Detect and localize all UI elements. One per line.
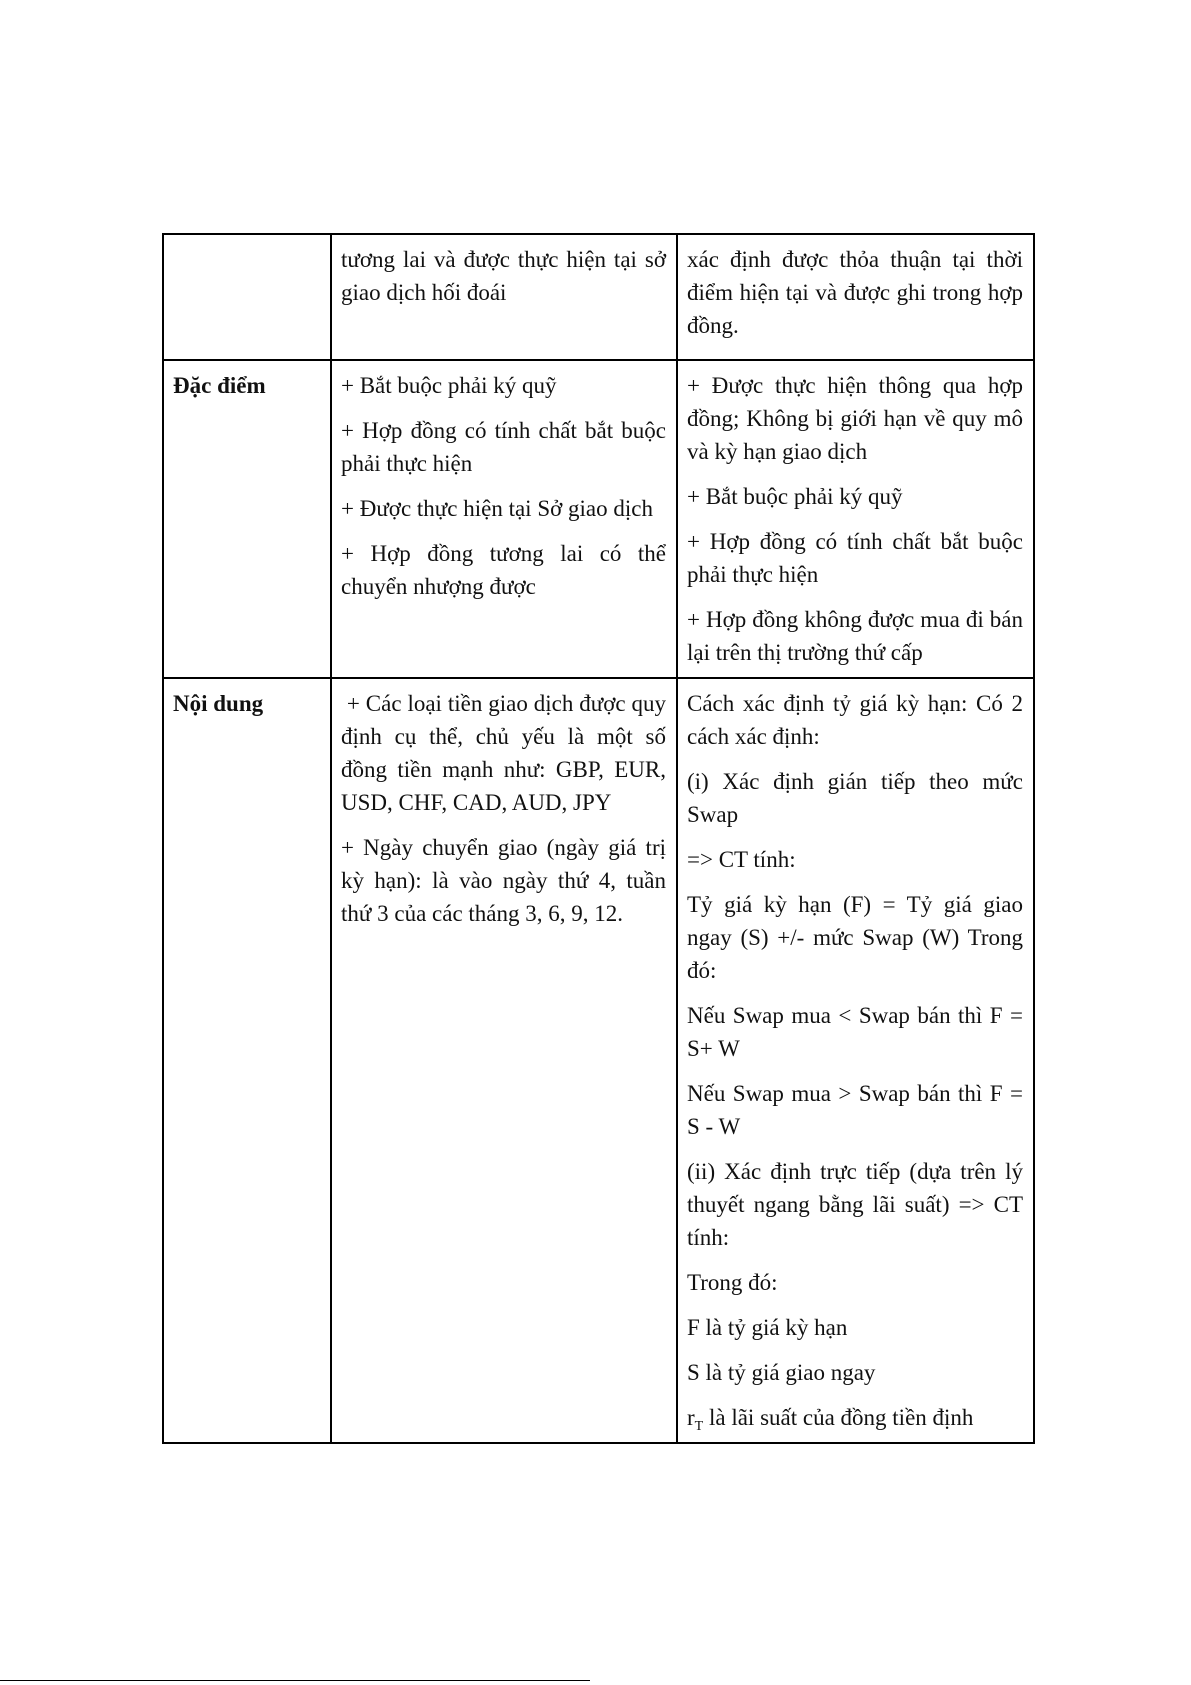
- futures-cell: [331, 678, 677, 1443]
- row-label-dac-diem: Đặc điểm: [173, 373, 266, 398]
- rate-subscript: T: [694, 1419, 704, 1434]
- table-row: [163, 678, 1034, 1443]
- row-label-cell: [163, 234, 331, 360]
- futures-cell: [331, 234, 677, 360]
- cell-paragraph: => CT tính:: [687, 847, 796, 872]
- cell-paragraph: + Bắt buộc phải ký quỹ: [341, 373, 557, 398]
- cell-paragraph: Cách xác định tỷ giá kỳ hạn: Có 2 cách xác định:: [687, 691, 1023, 749]
- cell-paragraph: + Bắt buộc phải ký quỹ: [687, 484, 903, 509]
- row-label-noi-dung: Nội dung: [173, 691, 264, 716]
- comparison-table: [162, 233, 1035, 1444]
- cell-paragraph: Nếu Swap mua > Swap bán thì F = S - W: [687, 1081, 1023, 1139]
- rate-symbol: r: [687, 1405, 695, 1430]
- cell-paragraph: S là tỷ giá giao ngay: [687, 1360, 876, 1385]
- cell-paragraph: Nếu Swap mua < Swap bán thì F = S+ W: [687, 1003, 1023, 1061]
- row-label-cell: [163, 678, 331, 1443]
- cell-paragraph: xác định được thỏa thuận tại thời điểm hiện tại và được ghi trong hợp đồng.: [687, 247, 1023, 338]
- cell-paragraph: + Ngày chuyển giao (ngày giá trị kỳ hạn): là vào ngày thứ 4, tuần thứ 3 của các tháng 3, 6, 9, 12.: [341, 835, 666, 926]
- cell-paragraph: + Hợp đồng có tính chất bắt buộc phải thực hiện: [341, 418, 666, 476]
- cell-paragraph-interest-rate: [687, 1401, 1023, 1434]
- footnote-divider: [0, 1680, 590, 1681]
- cell-paragraph: + Được thực hiện tại Sở giao dịch: [341, 496, 653, 521]
- cell-paragraph: Tỷ giá kỳ hạn (F) = Tỷ giá giao ngay (S) +/- mức Swap (W) Trong đó:: [687, 892, 1023, 983]
- cell-paragraph: tương lai và được thực hiện tại sở giao dịch hối đoái: [341, 247, 666, 305]
- cell-paragraph: + Được thực hiện thông qua hợp đồng; Không bị giới hạn về quy mô và kỳ hạn giao dịch: [687, 373, 1023, 464]
- cell-paragraph: Trong đó:: [687, 1270, 778, 1295]
- table-row: [163, 360, 1034, 678]
- forward-cell: [677, 234, 1034, 360]
- cell-paragraph: F là tỷ giá kỳ hạn: [687, 1315, 848, 1340]
- cell-paragraph: + Hợp đồng có tính chất bắt buộc phải thực hiện: [687, 529, 1023, 587]
- forward-cell: [677, 360, 1034, 678]
- cell-paragraph: + Các loại tiền giao dịch được quy định cụ thể, chủ yếu là một số đồng tiền mạnh như: GBP, EUR, USD, CHF, CAD, AUD, JPY: [341, 691, 672, 815]
- cell-paragraph: + Hợp đồng tương lai có thể chuyển nhượng được: [341, 541, 666, 599]
- futures-cell: [331, 360, 677, 678]
- cell-paragraph: (i) Xác định gián tiếp theo mức Swap: [687, 769, 1023, 827]
- row-label-cell: [163, 360, 331, 678]
- rate-description: là lãi suất của đồng tiền định: [703, 1405, 974, 1430]
- cell-paragraph: (ii) Xác định trực tiếp (dựa trên lý thuyết ngang bằng lãi suất) => CT tính:: [687, 1159, 1023, 1250]
- forward-cell: [677, 678, 1034, 1443]
- table-row: [163, 234, 1034, 360]
- cell-paragraph: + Hợp đồng không được mua đi bán lại trên thị trường thứ cấp: [687, 607, 1023, 665]
